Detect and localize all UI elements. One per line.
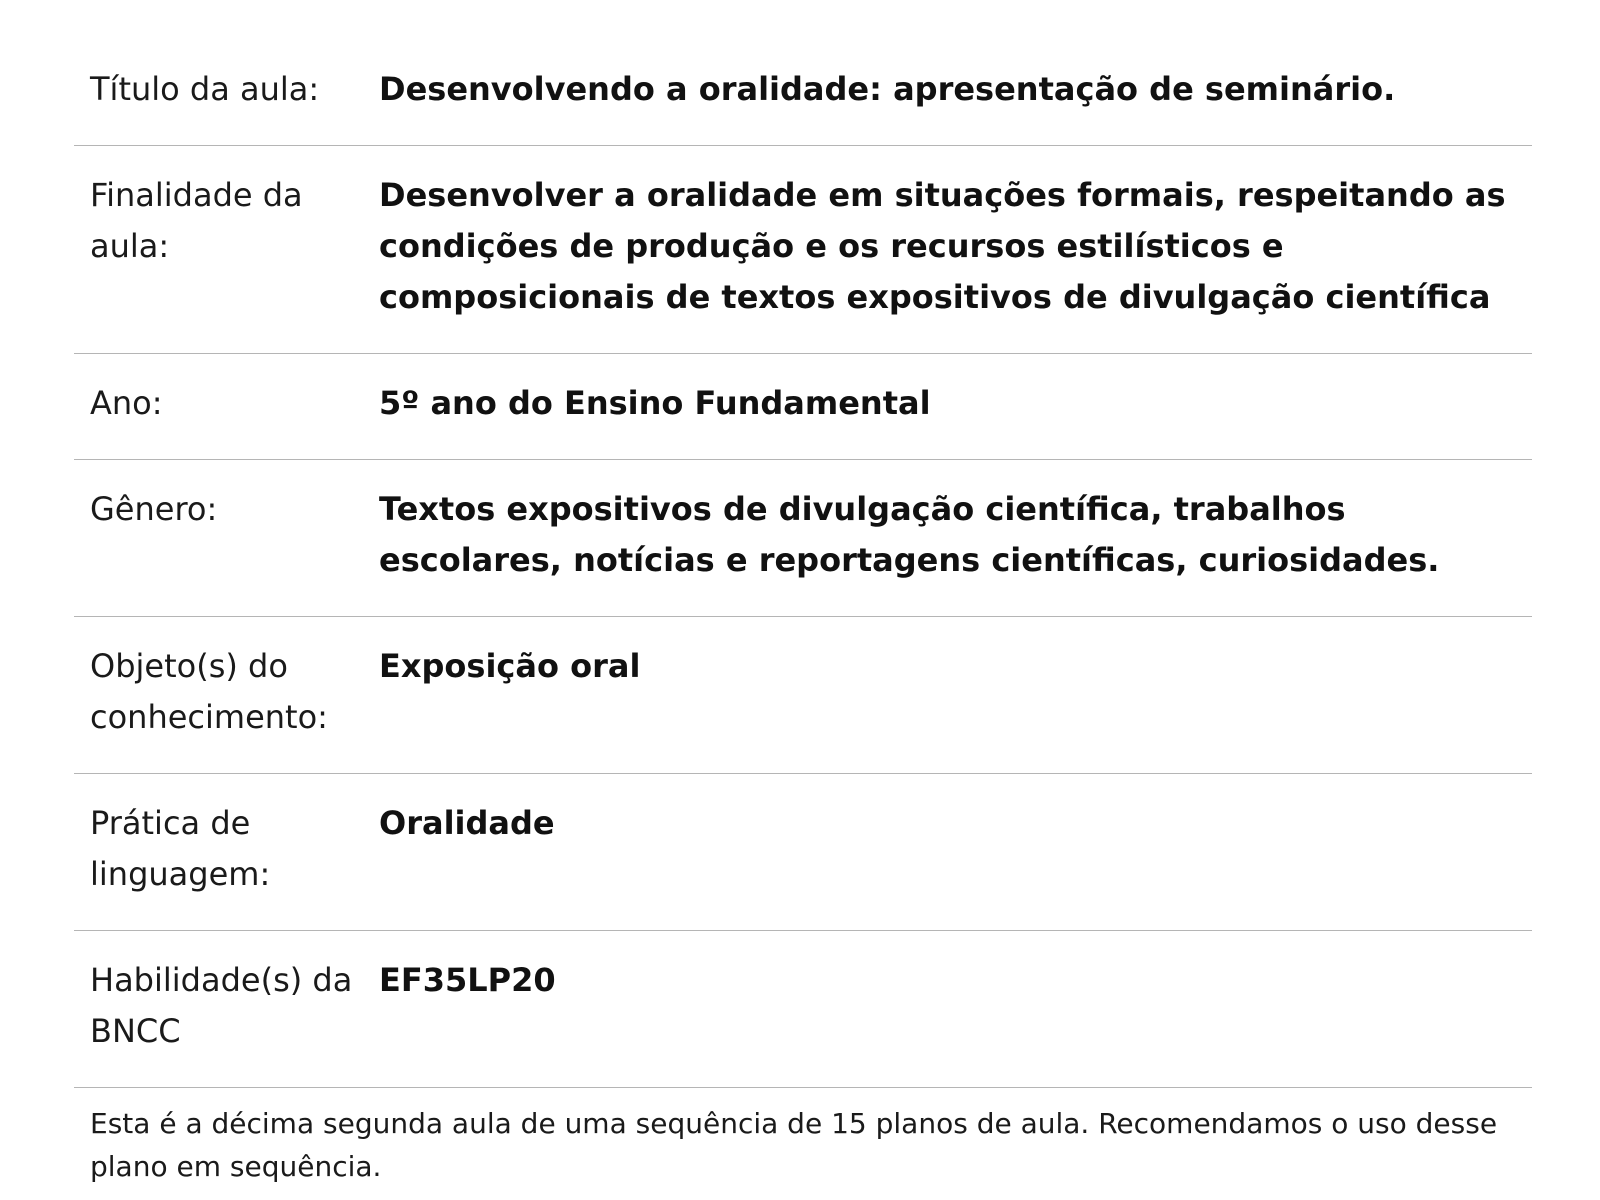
row-value: 5º ano do Ensino Fundamental bbox=[379, 384, 931, 422]
row-finalidade bbox=[74, 146, 1532, 354]
row-label: Gênero: bbox=[90, 490, 218, 528]
row-value: Textos expositivos de divulgação científica, trabalhos escolares, notícias e reportagens científicas, curiosidades. bbox=[379, 490, 1440, 579]
row-genero bbox=[74, 460, 1532, 617]
row-value: Desenvolvendo a oralidade: apresentação de seminário. bbox=[379, 70, 1396, 108]
row-pratica bbox=[74, 774, 1532, 931]
row-label: Título da aula: bbox=[90, 70, 320, 108]
row-label: Objeto(s) do conhecimento: bbox=[90, 647, 328, 736]
row-label: Ano: bbox=[90, 384, 163, 422]
row-value: Exposição oral bbox=[379, 647, 641, 685]
row-label: Prática de linguagem: bbox=[90, 804, 271, 893]
row-value: EF35LP20 bbox=[379, 961, 556, 999]
lesson-plan-table bbox=[74, 42, 1532, 1188]
row-value: Oralidade bbox=[379, 804, 555, 842]
row-label: Finalidade da aula: bbox=[90, 176, 303, 265]
row-ano bbox=[74, 354, 1532, 460]
sequence-note: Esta é a décima segunda aula de uma sequência de 15 planos de aula. Recomendamos o uso desse plano em sequência. bbox=[90, 1107, 1498, 1183]
row-objeto bbox=[74, 617, 1532, 774]
row-value: Desenvolver a oralidade em situações formais, respeitando as condições de produção e os recursos estilísticos e composicionais de textos expositivos de divulgação científica bbox=[379, 176, 1506, 316]
row-habilidade bbox=[74, 931, 1532, 1088]
row-label: Habilidade(s) da BNCC bbox=[90, 961, 353, 1050]
row-titulo bbox=[74, 42, 1532, 146]
